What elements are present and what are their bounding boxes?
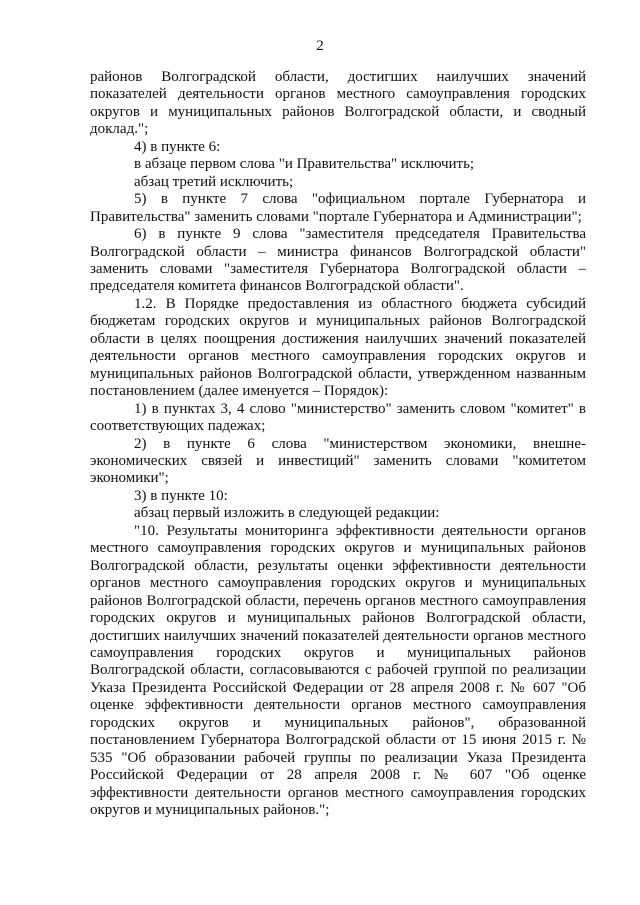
paragraph-order-item-3-clause: абзац первый изложить в следующей редакции: [134, 505, 440, 522]
paragraph-item-4: 4) в пункте 6: [134, 138, 221, 155]
paragraph-item-4-second-clause: абзац третий исключить; [134, 173, 294, 190]
paragraph-item-6: 6) в пункте 9 слова "заместителя председателя Правительства Волгоградской области – министра финансов Волгоградской области" заменить словами "заместителя Губернатора Волгоградской области – председателя комитета финансов Волгоградской области". [90, 226, 586, 295]
paragraph-new-wording-10: "10. Результаты мониторинга эффективности деятельности органов местного самоуправления городских округов и муниципальных районов Волгоградской области, результаты оценки эффективности деятельности органов местного самоуправления городских округов и муниципальных районов Волгоградской области, перечень органов местного самоуправления городских округов и муниципальных районов Волгоградской области, достигших наилучших значений показателей деятельности органов местного самоуправления городских округов и муниципальных районов Волгоградской области, согласовываются с рабочей группой по реализации Указа Президента Российской Федерации от 28 апреля 2008 г. № 607 "Об оценке эффективности деятельности органов местного самоуправления городских округов и муниципальных районов", образованной постановлением Губернатора Волгоградской области от 15 июня 2015 г. № 535 "Об образовании рабочей группы по реализации Указа Президента Российской Федерации от 28 апреля 2008 г. № 607 "Об оценке эффективности деятельности органов местного самоуправления городских округов и муниципальных районов."; [90, 522, 586, 819]
page-number: 2 [316, 38, 324, 54]
paragraph-order-item-1: 1) в пунктах 3, 4 слово "министерство" заменить словом "комитет" в соответствующих падежах; [90, 400, 586, 435]
paragraph-continuation: районов Волгоградской области, достигших наилучших значений показателей деятельности органов местного самоуправления городских округов и муниципальных районов Волгоградской области, и сводный доклад."; [90, 69, 586, 138]
paragraph-section-1-2: 1.2. В Порядке предоставления из областного бюджета субсидий бюджетам городских округов и муниципальных районов Волгоградской области в целях поощрения достижения наилучших значений показателей деятельности органов местного самоуправления городских округов и муниципальных районов Волгоградской области, утвержденном названным постановлением (далее именуется – Порядок): [90, 295, 586, 400]
paragraph-item-4-first-clause: в абзаце первом слова "и Правительства" исключить; [134, 156, 475, 173]
paragraph-item-5: 5) в пункте 7 слова "официальном портале Губернатора и Правительства" заменить словами "портале Губернатора и Администрации"; [90, 191, 586, 225]
paragraph-order-item-2: 2) в пункте 6 слова "министерством экономики, внешне-экономических связей и инвестиций" заменить словами "комитетом экономики"; [90, 435, 586, 487]
document-body [90, 69, 586, 819]
paragraph-order-item-3: 3) в пункте 10: [134, 487, 228, 504]
